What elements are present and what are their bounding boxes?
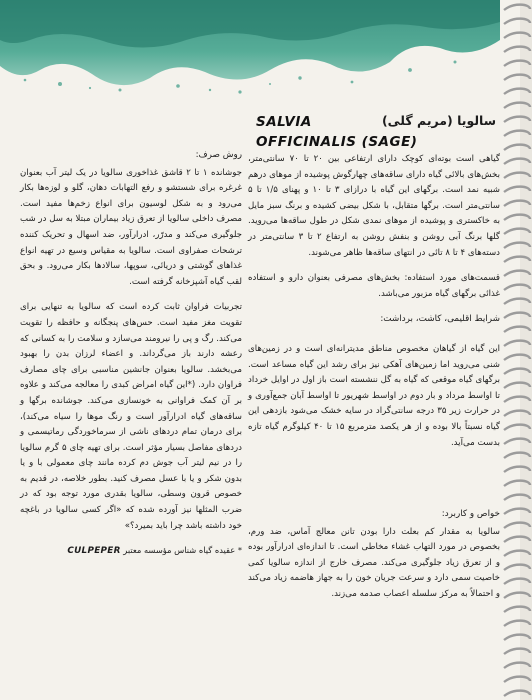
left-column	[20, 148, 242, 558]
usage-paragraph: جوشانده ۱ تا ۲ قاشق غذاخوری سالویا در یک لیتر آب بعنوان غرغره برای شستشو و رفع التهابات دهان، گلو و لوزه‌ها بکار می‌رود و به شکل لوسیون برای انواع زخم‌ها مفید است. مصرف داخلی سالویا از تعرق زیاد بیماران مبتلا به سل در شب جلوگیری می‌کند و مدرّر، ادرارآور، ضد اسهال و تحریک کننده ترشحات صفراوی است. سالویا به مقیاس وسیع در تهیه انواع غذاهای گوشتی و دریائی، سوپها، سالادها بکار می‌رود. و بحق لقب گیاه آشپزخانه گرفته است.	[20, 167, 242, 287]
footnote	[20, 544, 242, 558]
right-column	[248, 100, 500, 613]
experience-paragraph: تجربیات فراوان ثابت کرده است که سالویا به تنهایی برای تقویت مغز مفید است. حس‌های پنجگانه و حافظه را تقویت می‌کند. رگ و پی را نیرومند می‌سازد و سلامت را به کسانی که رعشه دارند باز می‌گرداند. و اعضاء لرزان بدن را بهبود می‌بخشد. سالویا بعنوان جانشین مناسبی برای چای مصارف فراوان دارد. (*این گیاه امراض کبدی را معالجه می‌کند و علاوه بر آن کمک فراوانی به خونسازی می‌کند. جوشانده برگها و ساقه‌های گیاه ادرارآور است و رنگ موها را سیاه می‌کند)، برای درمان تمام دردهای ناشی از سرماخوردگی رماتیسمی و دردهای مفاصل بسیار مؤثر است. برای تهیه چای ۵ گرم سالویا را در نیم لیتر آب جوش دم کرده مانند چای معمولی با و یا بدون شکر و یا با عسل مصرف کنید. بطور خلاصه، در قدیم به خصوص قرون وسطی، سالویا بقدری مورد توجه بود که در ضرب المثلها نیز آورده شده که «اگر کسی سالویا در باغچه خود داشته باشد چرا باید بمیرد؟»	[20, 302, 242, 531]
title-persian: سالویا (مریم گلی)	[381, 113, 496, 128]
footnote-text: * عقیده گیاه شناس مؤسسه معتبر	[123, 545, 242, 556]
teal-watercolor-decoration	[0, 0, 500, 95]
usage-heading: روش صرف:	[195, 150, 242, 160]
title-latin-species: OFFICINALIS (SAGE)	[256, 134, 418, 150]
parts-used-paragraph: قسمت‌های مورد استفاده: بخش‌های مصرفی بعنوان دارو و استفاده غذائی برگهای گیاه مزبور می‌باشد.	[248, 273, 500, 299]
climate-heading: شرایط اقلیمی، کاشت، برداشت:	[380, 314, 500, 325]
description-paragraph: گیاهی است بوته‌ای کوچک دارای ارتفاعی بین ۲۰ تا ۷۰ سانتی‌متر، بخش‌های بالائی گیاه دارای ساقه‌های چهارگوش پوشیده از موهای درهم شبیه نمد است. برگهای این گیاه با درازای ۳ تا ۱۰ و پهنای ۱/۵ تا ۵ سانتی‌متر است. برگها متقابل، با شکل بیضی کشیده و برنگ سبز مایل به خاکستری و پوشیده از موهای نمدی شکل در طول ساقه‌ها می‌روید. گلها برنگ آبی روشن و بنفش روشن به ارتفاع ۲ تا ۳ سانتی‌متر در دسته‌های ۴ تا ۸ تائی در انتهای ساقه‌ها ظاهر می‌شوند.	[248, 154, 500, 258]
title-latin-genus: SALVIA	[256, 114, 312, 130]
footnote-source: CULPEPER	[67, 546, 121, 557]
climate-paragraph: این گیاه از گیاهان مخصوص مناطق مدیترانه‌ای است و در زمین‌های شنی می‌روید اما زمین‌های آهکی نیز برای رشد این گیاه مساعد است. برگهای گیاه موقعی که گیاه به گل ننشسته است باز اول در اوایل خرداد تا اواسط مرداد و بار دوم در اواسط شهریور تا اواسط آبان جمع‌آوری و در حرارت زیر ۳۵ درجه سانتی‌گراد در سایه خشک می‌شود بازدهی این گیاه نسبتاً بالا بوده و از هر یکصد مترمربع ۱۵ تا ۴۰ کیلوگرم گیاه تازه بدست می‌آید.	[248, 343, 500, 448]
spiral-binding	[496, 0, 532, 700]
properties-paragraph: سالویا به مقدار کم بعلت دارا بودن تانن معالج آماس، ضد ورم، بخصوص در مورد التهاب غشاء مخاطی است. تا اندازه‌ای ادرارآور بوده و از تعرق زیاد جلوگیری می‌کند. مصرف خارج از اندازه سالویا کمی خاصیت سمی دارد و سرعت جریان خون را به جهاز هاضمه زیاد می‌کند و احتمالاً به مرکز سلسله اعصاب صدمه می‌زند.	[248, 526, 500, 600]
properties-heading: خواص و کاربرد:	[441, 509, 500, 520]
